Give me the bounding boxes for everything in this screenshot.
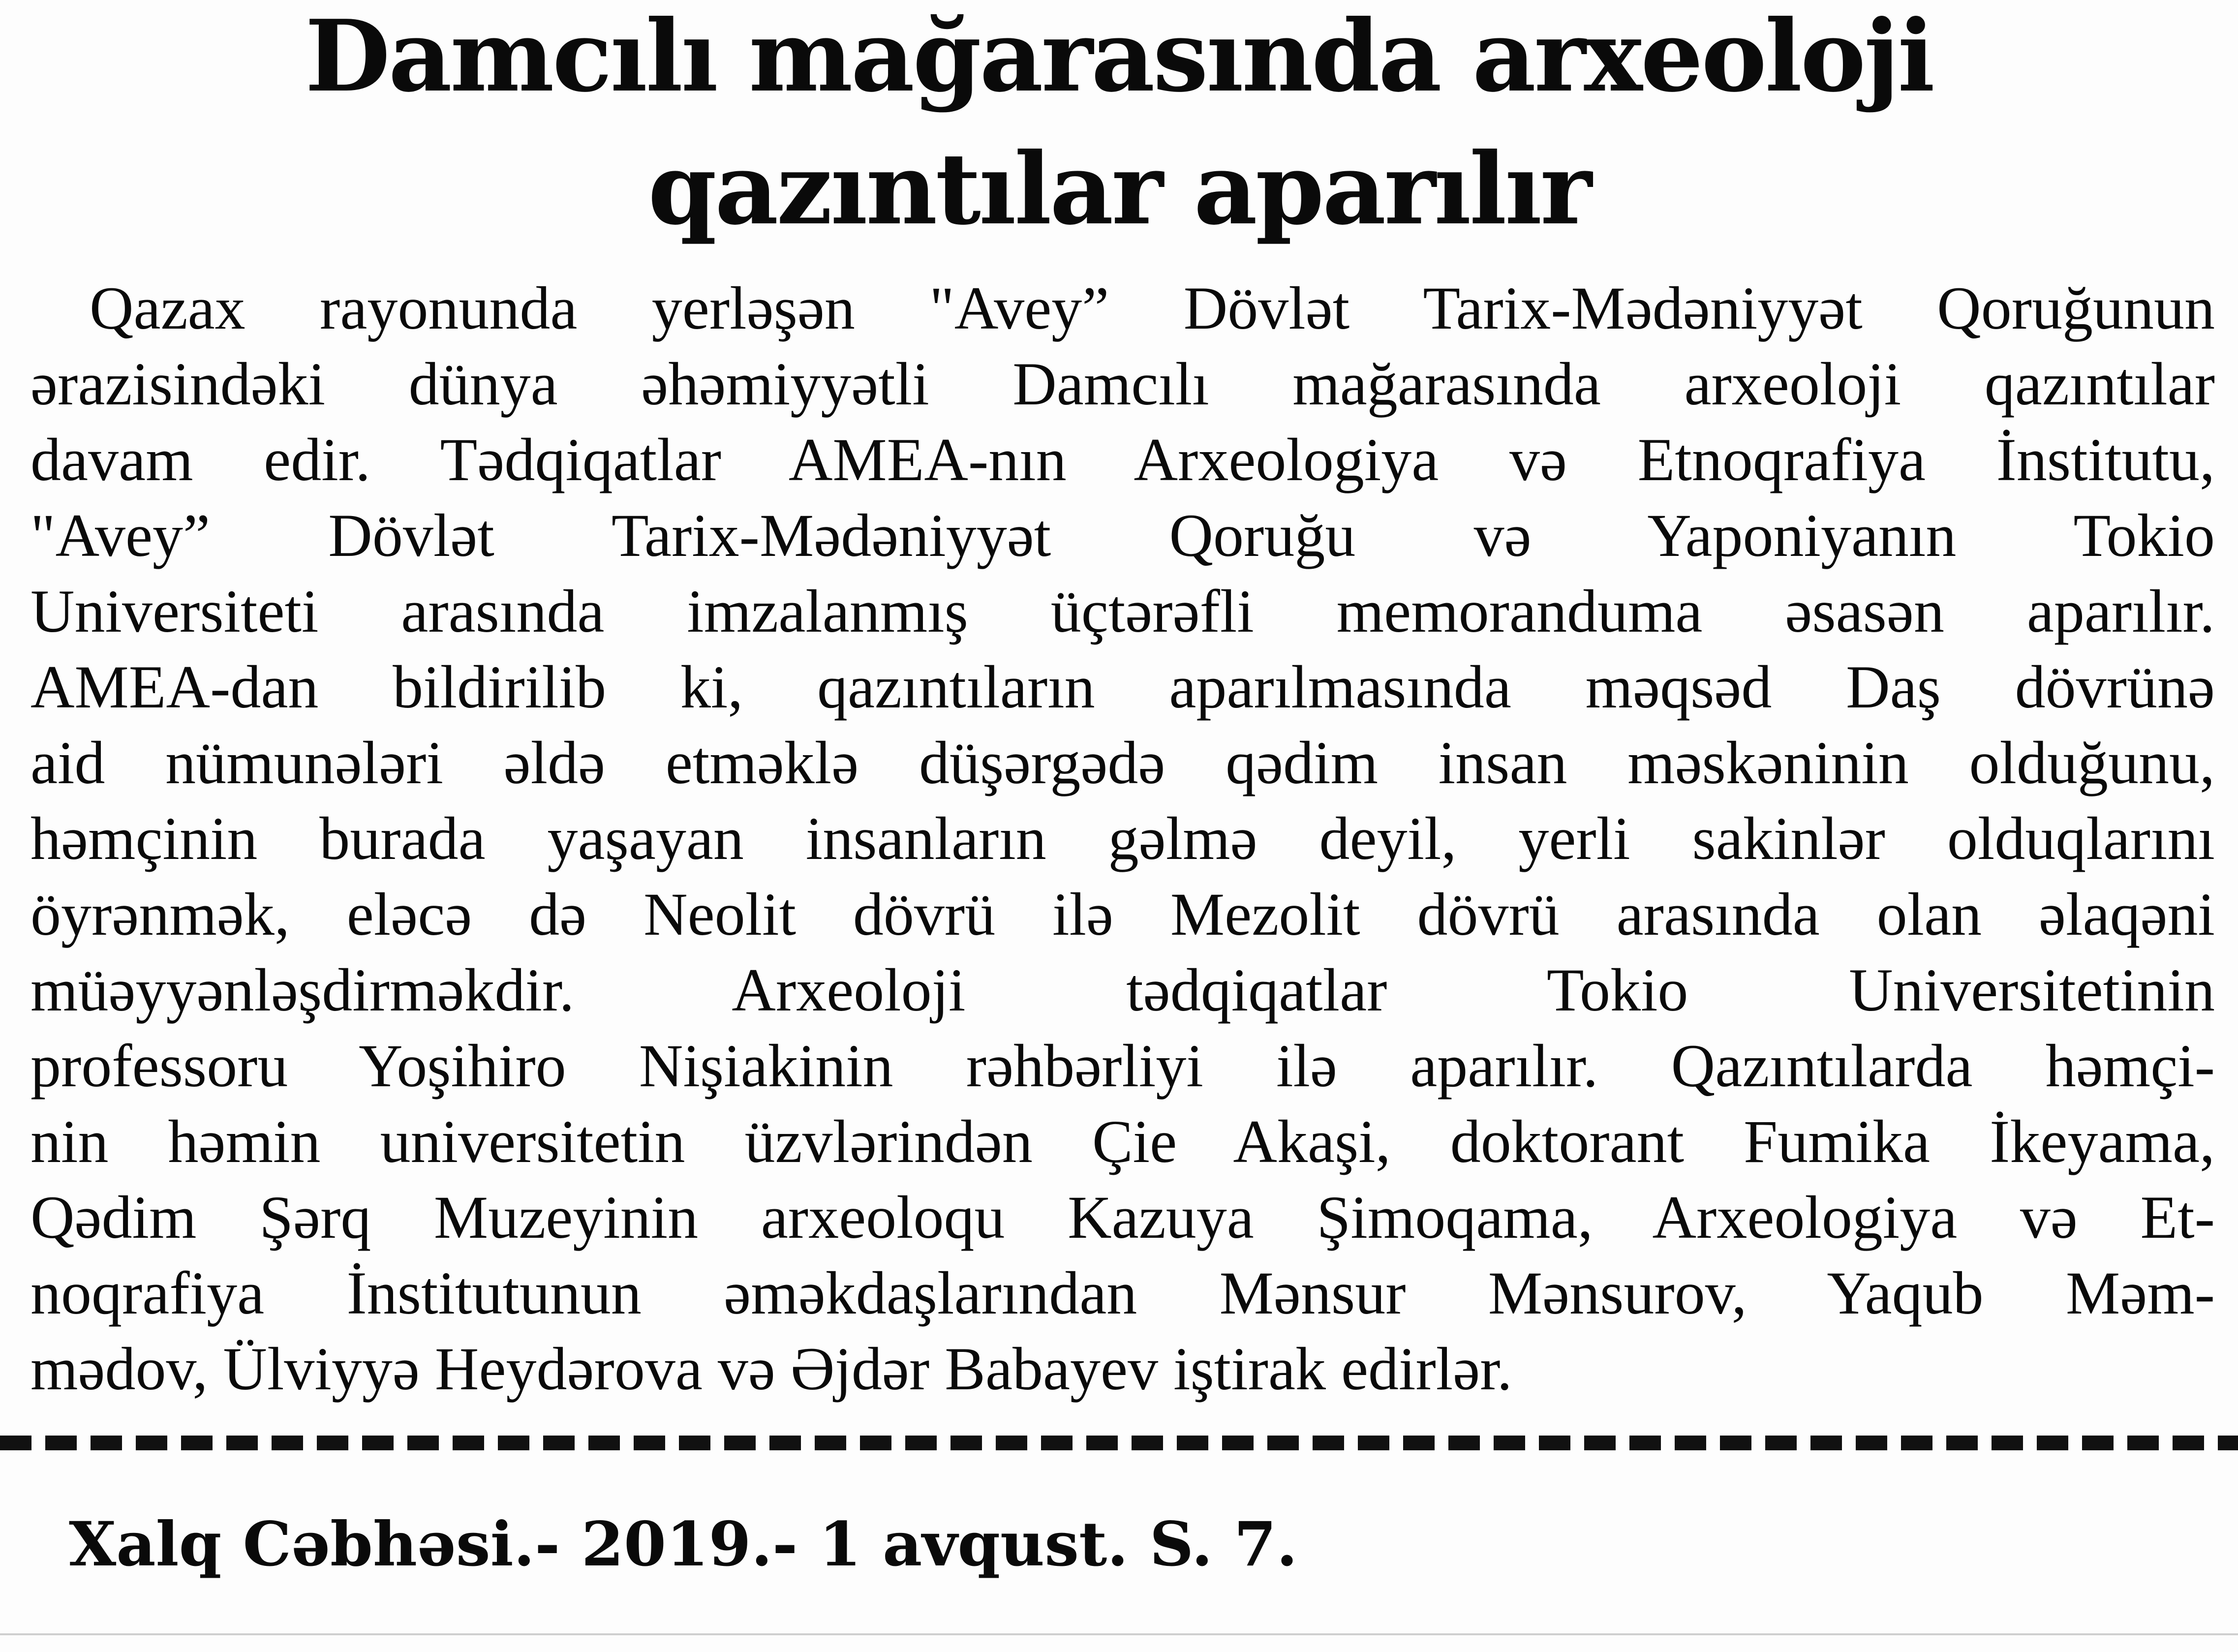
body-line-14: noqrafiya İnstitutunun əməkdaşlarından Mənsur Mənsurov, Yaqub Məm-	[31, 1259, 2215, 1327]
body-line-5: Universiteti arasında imzalanmış üçtərəfli memoranduma əsasən aparılır.	[31, 578, 2215, 645]
dashed-divider	[0, 1436, 2238, 1450]
body-line-4: "Avey” Dövlət Tarix-Mədəniyyət Qoruğu və Yaponiyanın Tokio	[31, 502, 2215, 569]
body-line-15: mədov, Ülviyyə Heydərova və Əjdər Babayev iştirak edirlər.	[31, 1335, 1512, 1403]
bottom-edge-line	[0, 1633, 2238, 1635]
body-line-3: davam edir. Tədqiqatlar AMEA-nın Arxeologiya və Etnoqrafiya İnstitutu,	[31, 426, 2215, 493]
body-line-9: öyrənmək, eləcə də Neolit dövrü ilə Mezolit dövrü arasında olan əlaqəni	[31, 881, 2215, 948]
headline-line-1: Damcılı mağarasında arxeoloji	[305, 0, 1933, 114]
body-line-1: Qazax rayonunda yerləşən "Avey” Dövlət Tarix-Mədəniyyət Qoruğunun	[90, 275, 2215, 342]
article-body	[31, 271, 2215, 1407]
body-line-13: Qədim Şərq Muzeyinin arxeoloqu Kazuya Şimoqama, Arxeologiya və Et-	[31, 1184, 2215, 1251]
source-citation: Xalq Cəbhəsi.- 2019.- 1 avqust. S. 7.	[69, 1509, 1298, 1580]
body-line-2: ərazisindəki dünya əhəmiyyətli Damcılı mağarasında arxeoloji qazıntılar	[31, 350, 2215, 418]
body-line-12: nin həmin universitetin üzvlərindən Çie Akaşi, doktorant Fumika İkeyama,	[31, 1108, 2215, 1175]
body-line-10: müəyyənləşdirməkdir. Arxeoloji tədqiqatlar Tokio Universitetinin	[31, 956, 2215, 1024]
headline-line-2: qazıntılar aparılır	[647, 131, 1590, 247]
body-line-8: həmçinin burada yaşayan insanların gəlmə deyil, yerli sakinlər olduqlarını	[31, 805, 2215, 872]
body-line-11: professoru Yoşihiro Nişiakinin rəhbərliyi ilə aparılır. Qazıntılarda həmçi-	[31, 1032, 2215, 1100]
body-line-7: aid nümunələri əldə etməklə düşərgədə qədim insan məskəninin olduğunu,	[31, 729, 2215, 796]
body-line-6: AMEA-dan bildirilib ki, qazıntıların aparılmasında məqsəd Daş dövrünə	[31, 653, 2215, 721]
